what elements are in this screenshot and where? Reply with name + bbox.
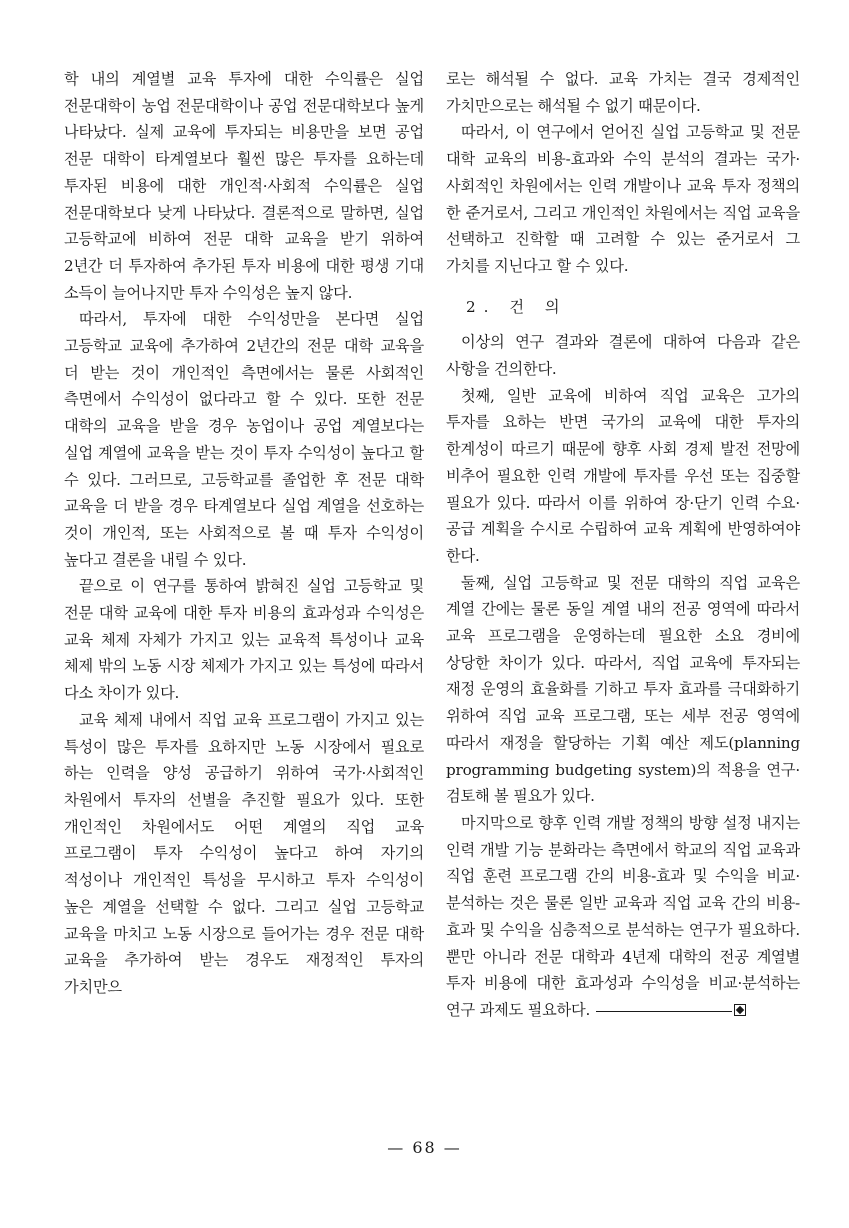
left-column [64,66,424,1001]
body-paragraph: 학 내의 계열별 교육 투자에 대한 수익률은 실업 전문대학이 농업 전문대학이나 공업 전문대학보다 높게 나타났다. 실제 교육에 투자되는 비용만을 보면 공업 전문 대학이 타계열보다 훨씬 많은 투자를 요하는데 투자된 비용에 대한 개인적·사회적 수익률은 실업 전문대학보다 낮게 나타났다. 결론적으로 말하면, 실업 고등학교에 비하여 전문 대학 교육을 받기 위하여 2년간 더 투자하여 추가된 투자 비용에 대한 평생 기대 소득이 늘어나지만 투자 수익성은 높지 않다. [64,70,424,302]
right-column [446,66,800,1024]
body-paragraph-final [446,810,800,1024]
body-paragraph: 따라서, 투자에 대한 수익성만을 본다면 실업 고등학교 교육에 추가하여 2년간의 전문 대학 교육을 더 받는 것이 개인적인 측면에서는 물론 사회적인 측면에서 수익성이 없다라고 할 수 있다. 또한 전문 대학의 교육을 받을 경우 농업이나 공업 계열보다는 실업 계열에 교육을 받는 것이 투자 수익성이 높다고 할 수 있다. 그러므로, 고등학교를 졸업한 후 전문 대학 교육을 더 받을 경우 타계열보다 실업 계열을 선호하는 것이 개인적, 또는 사회적으로 볼 때 투자 수익성이 높다고 결론을 내릴 수 있다. [64,310,424,569]
body-paragraph: 로는 해석될 수 없다. 교육 가치는 결국 경제적인 가치만으로는 해석될 수 없기 때문이다. [446,70,800,115]
end-of-article-mark [596,1004,746,1018]
body-paragraph: 끝으로 이 연구를 통하여 밝혀진 실업 고등학교 및 전문 대학 교육에 대한 투자 비용의 효과성과 수익성은 교육 체제 자체가 가지고 있는 교육적 특성이나 교육 체제 밖의 노동 시장 체제가 가지고 있는 특성에 따라서 다소 차이가 있다. [64,577,424,703]
body-paragraph: 교육 체제 내에서 직업 교육 프로그램이 가지고 있는 특성이 많은 투자를 요하지만 노동 시장에서 필요로 하는 인력을 양성 공급하기 위하여 국가·사회적인 차원에서 투자의 선별을 추진할 필요가 있다. 또한 개인적인 차원에서도 어떤 계열의 직업 교육 프로그램이 투자 수익성이 높다고 하여 자기의 적성이나 개인적인 특성을 무시하고 투자 수익성이 높은 계열을 선택할 수 없다. 그리고 실업 고등학교 교육을 마치고 노동 시장으로 들어가는 경우 전문 대학 교육을 추가하여 받는 경우도 재정적인 투자의 가치만으 [64,710,424,996]
body-paragraph: 첫째, 일반 교육에 비하여 직업 교육은 고가의 투자를 요하는 반면 국가의 교육에 대한 투자의 한계성이 따르기 때문에 향후 사회 경제 발전 전망에 비추어 필요한 인력 개발에 투자를 우선 또는 집중할 필요가 있다. 따라서 이를 위하여 장·단기 인력 수요·공급 계획을 수시로 수립하여 교육 계획에 반영하여야 한다. [446,386,800,565]
body-paragraph: 따라서, 이 연구에서 얻어진 실업 고등학교 및 전문 대학 교육의 비용-효과와 수익 분석의 결과는 국가·사회적인 차원에서는 인력 개발이나 교육 투자 정책의 한 준거로서, 그리고 개인적인 차원에서는 직업 교육을 선택하고 진학할 때 고려할 수 있는 준거로서 그 가치를 지닌다고 할 수 있다. [446,123,800,275]
section-heading: 2. 건 의 [466,297,568,316]
final-paragraph-text: 마지막으로 향후 인력 개발 정책의 방향 설정 내지는 인력 개발 기능 분화라는 측면에서 학교의 직업 교육과 직업 훈련 프로그램 간의 비용-효과 및 수익을 비교·분석하는 것은 물론 일반 교육과 직업 교육 간의 비용-효과 및 수익을 심층적으로 분석하는 연구가 필요하다. 뿐만 아니라 전문 대학과 4년제 대학의 전공 계열별 투자 비용에 대한 효과성과 수익성을 비교·분석하는 연구 과제도 필요하다. [446,813,800,1019]
body-paragraph: 둘째, 실업 고등학교 및 전문 대학의 직업 교육은 계열 간에는 물론 동일 계열 내의 전공 영역에 따라서 교육 프로그램을 운영하는데 필요한 소요 경비에 상당한 차이가 있다. 따라서, 직업 교육에 투자되는 재정 운영의 효율화를 기하고 투자 효과를 극대화하기 위하여 직업 교육 프로그램, 또는 세부 전공 영역에 따라서 재정을 할당하는 기획 예산 제도(planning programming budgeting system)의 적용을 연구·검토해 볼 필요가 있다. [446,573,800,806]
page-number: — 68 — [387,1138,462,1157]
body-paragraph: 이상의 연구 결과와 결론에 대하여 다음과 같은 사항을 건의한다. [446,333,800,379]
diamond-box-icon [734,1004,746,1016]
